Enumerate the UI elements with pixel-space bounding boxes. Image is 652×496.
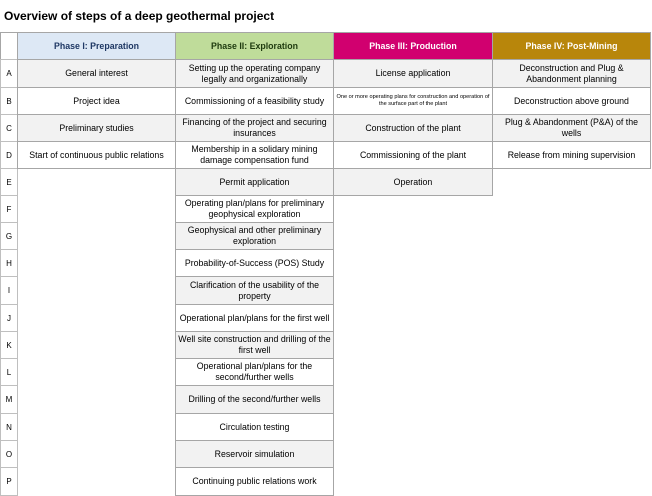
phase1-step: Project idea bbox=[17, 87, 176, 115]
row-label: F bbox=[0, 195, 18, 223]
row-label: D bbox=[0, 141, 18, 169]
header-corner bbox=[0, 32, 18, 60]
phase2-step: Permit application bbox=[175, 168, 334, 196]
phase2-step: Setting up the operating company legally and organizationally bbox=[175, 59, 334, 88]
phase2-step: Commissioning of a feasibility study bbox=[175, 87, 334, 115]
row-label: O bbox=[0, 440, 18, 468]
row-label: P bbox=[0, 467, 18, 496]
phase2-step: Circulation testing bbox=[175, 413, 334, 441]
phase3-step: Commissioning of the plant bbox=[333, 141, 493, 169]
row-label: C bbox=[0, 114, 18, 142]
phase4-step: Deconstruction and Plug & Abandonment planning bbox=[492, 59, 651, 88]
phase-header-1: Phase I: Preparation bbox=[17, 32, 176, 60]
phase4-step: Deconstruction above ground bbox=[492, 87, 651, 115]
phase2-step: Reservoir simulation bbox=[175, 440, 334, 468]
phase-header-4: Phase IV: Post-Mining bbox=[492, 32, 651, 60]
phase2-step: Geophysical and other preliminary exploration bbox=[175, 222, 334, 250]
row-label: I bbox=[0, 276, 18, 305]
row-label: N bbox=[0, 413, 18, 441]
row-label: A bbox=[0, 59, 18, 88]
phase2-step: Probability-of-Success (POS) Study bbox=[175, 249, 334, 277]
phase3-step: License application bbox=[333, 59, 493, 88]
phase2-step: Operational plan/plans for the second/further wells bbox=[175, 358, 334, 386]
row-label: H bbox=[0, 249, 18, 277]
row-label: G bbox=[0, 222, 18, 250]
phase-header-3: Phase III: Production bbox=[333, 32, 493, 60]
row-label: K bbox=[0, 331, 18, 359]
phase2-step: Well site construction and drilling of the first well bbox=[175, 331, 334, 359]
phase2-step: Operational plan/plans for the first well bbox=[175, 304, 334, 332]
phase1-step: Preliminary studies bbox=[17, 114, 176, 142]
phase1-step: General interest bbox=[17, 59, 176, 88]
phase4-step: Plug & Abandonment (P&A) of the wells bbox=[492, 114, 651, 142]
phase4-step: Release from mining supervision bbox=[492, 141, 651, 169]
page-title: Overview of steps of a deep geothermal project bbox=[4, 9, 275, 23]
phase3-step: One or more operating plans for construction and operation of the surface part of the plant bbox=[333, 87, 493, 115]
row-label: E bbox=[0, 168, 18, 196]
phase2-step: Membership in a solidary mining damage compensation fund bbox=[175, 141, 334, 169]
phase3-step: Construction of the plant bbox=[333, 114, 493, 142]
phase3-step: Operation bbox=[333, 168, 493, 196]
phase2-step: Financing of the project and securing insurances bbox=[175, 114, 334, 142]
row-label: L bbox=[0, 358, 18, 386]
phase2-step: Drilling of the second/further wells bbox=[175, 385, 334, 414]
row-label: M bbox=[0, 385, 18, 414]
row-label: B bbox=[0, 87, 18, 115]
phase2-step: Continuing public relations work bbox=[175, 467, 334, 496]
phase2-step: Operating plan/plans for preliminary geophysical exploration bbox=[175, 195, 334, 223]
phase-header-2: Phase II: Exploration bbox=[175, 32, 334, 60]
row-label: J bbox=[0, 304, 18, 332]
phase1-step: Start of continuous public relations bbox=[17, 141, 176, 169]
phase2-step: Clarification of the usability of the property bbox=[175, 276, 334, 305]
